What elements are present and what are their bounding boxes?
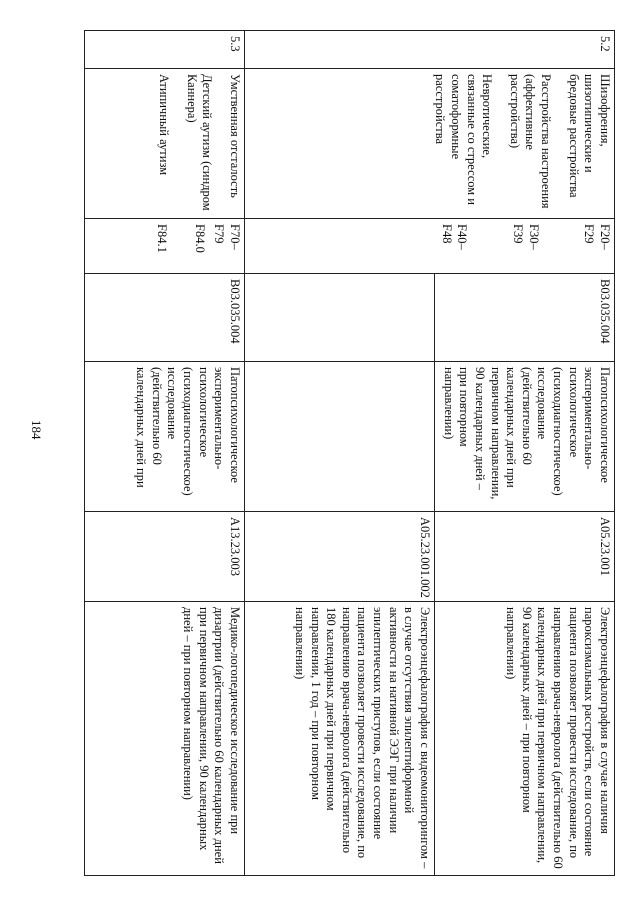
service-code: A05.23.001.002 [245, 512, 435, 602]
row-number: 5.2 [245, 31, 615, 69]
service-name: Патопсихологическое экспериментально-психологическое (психодиагностическое) исследование (действительно 60 календарных дней при [85, 362, 245, 512]
page-number: 184 [29, 420, 44, 440]
icd-cell [85, 219, 245, 274]
disease-name: Шизофрения, шизотипические и бредовые расстройства [566, 74, 612, 198]
icd-code: F84.1 [155, 224, 170, 253]
service-code: A13.23.003 [85, 512, 245, 602]
disease-cell [245, 69, 615, 219]
empty-cell [245, 274, 435, 362]
icd-code: F30–F39 [511, 224, 541, 250]
service-code: A05.23.001 [435, 512, 615, 602]
icd-code: F40–F48 [439, 224, 470, 250]
icd-cell [245, 219, 615, 274]
icd-code: F20–F29 [582, 224, 612, 250]
table-row [435, 31, 615, 876]
service-code: B03.035.004 [85, 274, 245, 362]
rotated-page [65, 30, 615, 875]
table-row [85, 31, 245, 876]
disease-cell [85, 69, 245, 219]
disease-name: Невротические, связанные со стрессом и соматоформные расстройства [433, 74, 495, 205]
service-name: Электроэнцефалография с видеомониторингом – в случае отсутствия эпилептиформной активности на нативной ЭЭГ при наличии эпилептических приступов, если состояние пациента позволяет провести исследование, по направлению врача-невролога (действительно 180 календарных дней при первичном направлении, 1 год – при повторном направлении) [245, 602, 435, 876]
services-table [84, 30, 615, 876]
row-number: 5.3 [85, 31, 245, 69]
service-code: B03.035.004 [435, 274, 615, 362]
service-name: Медико-логопедическое исследование при дизартрии (действительно 60 календарных дней при первичном направлении, 90 календарных дней – при повторном направлении) [85, 602, 245, 876]
disease-name: Умственная отсталость [228, 74, 242, 198]
disease-name: Расстройства настроения (аффективные расстройства) [507, 74, 554, 209]
service-name: Электроэнцефалография в случае наличия пароксизмальных расстройств, если состояние пациента позволяет провести исследование, по направлению врача-невролога (действительно 60 календарных дней при первичном направлении, 90 календарных дней – при повторном направлении) [435, 602, 615, 876]
disease-name: Атипичный аутизм [157, 74, 172, 176]
service-name: Патопсихологическое экспериментально-психологическое (психодиагностическое) исследование (действительно 60 календарных дней при первичном направлении, 90 календарных дней – при повторном направлении) [435, 362, 615, 512]
disease-name: Детский аутизм (синдром Каннера) [184, 74, 215, 211]
icd-code: F70–F79 [212, 224, 242, 250]
icd-code: F84.0 [192, 224, 207, 253]
empty-cell [245, 362, 435, 512]
